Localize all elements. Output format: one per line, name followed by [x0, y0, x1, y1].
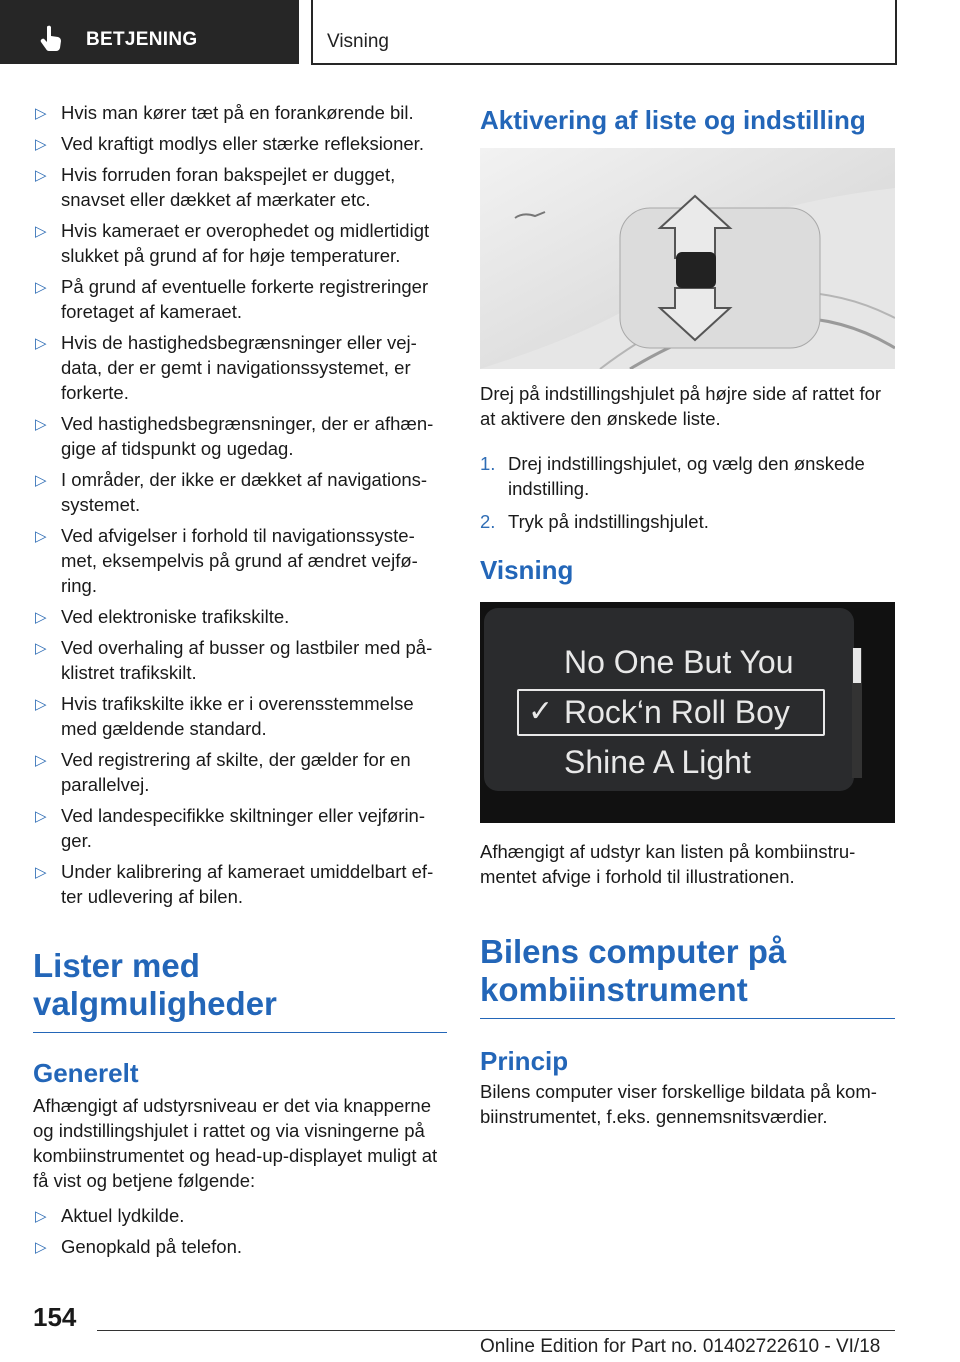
- list-item: [33, 467, 447, 517]
- pointing-hand-icon: [38, 24, 66, 52]
- list-item: [33, 604, 447, 629]
- list-item: [33, 1234, 447, 1259]
- list-item-text: Hvis man kører tæt på en forankørende bil.: [61, 102, 414, 123]
- right-column: [480, 104, 895, 1129]
- list-item: [33, 747, 447, 797]
- subtitle-princip: Princip: [480, 1046, 569, 1076]
- triangle-bullet-icon: ▷: [35, 752, 47, 769]
- list-item-text: Ved elektroniske trafikskilte.: [61, 606, 290, 627]
- list-item: [33, 162, 447, 212]
- step-number: 1.: [480, 453, 496, 474]
- step-text: Drej indstillingshjulet, og vælg den ønskede indstilling.: [508, 453, 865, 499]
- list-item-text: Under kalibrering af kameraet umiddelbart ef-ter udlevering af bilen.: [61, 861, 434, 907]
- list-item: [33, 859, 447, 909]
- section-rule-right: [480, 1018, 895, 1019]
- steering-wheel-image: [480, 148, 895, 369]
- list-item-text: Aktuel lydkilde.: [61, 1205, 185, 1226]
- list-item: [33, 1203, 447, 1228]
- step-text: Tryk på indstillingshjulet.: [508, 511, 709, 532]
- triangle-bullet-icon: ▷: [35, 609, 47, 626]
- activation-paragraph: Drej på indstillingshjulet på højre side af rattet for at aktivere den ønskede liste.: [480, 383, 882, 429]
- page-number: 154: [33, 1302, 77, 1332]
- triangle-bullet-icon: ▷: [35, 167, 47, 184]
- triangle-bullet-icon: ▷: [35, 864, 47, 881]
- header-page-title-box: [311, 0, 897, 65]
- step-item: [480, 509, 895, 534]
- triangle-bullet-icon: ▷: [35, 335, 47, 352]
- list-item-text: Hvis de hastighedsbegrænsninger eller vej-data, der er gemt i navigationssystemet, er forkerte.: [61, 332, 417, 403]
- triangle-bullet-icon: ▷: [35, 808, 47, 825]
- header-section-tab: [0, 0, 299, 64]
- list-item: [33, 330, 447, 405]
- display-item-1: No One But You: [564, 644, 794, 680]
- checkmark-icon: ✓: [528, 695, 554, 728]
- list-item: [33, 803, 447, 853]
- page-title: Visning: [327, 31, 389, 52]
- list-item: [33, 411, 447, 461]
- section-title-lists: Lister med valgmuligheder: [33, 947, 277, 1022]
- step-item: [480, 451, 895, 501]
- display-scroll-thumb: [853, 648, 861, 683]
- list-item-text: Hvis trafikskilte ikke er i overensstemmelse med gældende standard.: [61, 693, 414, 739]
- section-rule: [33, 1032, 447, 1033]
- list-item: [33, 218, 447, 268]
- display-image: [480, 602, 895, 823]
- footer-edition: Online Edition for Part no. 01402722610 - VI/18: [480, 1336, 881, 1357]
- triangle-bullet-icon: ▷: [35, 105, 47, 122]
- title-activation: Aktivering af liste og indstilling: [480, 105, 866, 135]
- princip-paragraph: Bilens computer viser forskellige bildata på kom-biinstrumentet, f.eks. gennemsnitsværdier.: [480, 1081, 877, 1127]
- list-item: [33, 691, 447, 741]
- triangle-bullet-icon: ▷: [35, 472, 47, 489]
- condition-list: [33, 100, 447, 909]
- feature-list: [33, 1203, 447, 1259]
- triangle-bullet-icon: ▷: [35, 696, 47, 713]
- list-item-text: Genopkald på telefon.: [61, 1236, 243, 1257]
- list-item-text: I områder, der ikke er dækket af navigations-systemet.: [61, 469, 428, 515]
- subtitle-generelt: Generelt: [33, 1058, 139, 1088]
- list-item-text: Hvis forruden foran bakspejlet er dugget, snavset eller dækket af mærkater etc.: [61, 164, 396, 210]
- list-item-text: På grund af eventuelle forkerte registreringer foretaget af kameraet.: [61, 276, 429, 322]
- display-paragraph: Afhængigt af udstyr kan listen på kombiinstru-mentet afvige i forhold til illustrationen.: [480, 841, 856, 887]
- triangle-bullet-icon: ▷: [35, 528, 47, 545]
- section-label: BETJENING: [86, 29, 198, 50]
- display-item-3: Shine A Light: [564, 744, 751, 780]
- triangle-bullet-icon: ▷: [35, 640, 47, 657]
- list-item: [33, 523, 447, 598]
- list-item: [33, 635, 447, 685]
- list-item-text: Hvis kameraet er overophedet og midlertidigt slukket på grund af for høje temperaturer.: [61, 220, 430, 266]
- list-item-text: Ved afvigelser i forhold til navigationssyste-met, eksempelvis på grund af ændret vejfø-ring.: [61, 525, 418, 596]
- step-number: 2.: [480, 511, 496, 532]
- triangle-bullet-icon: ▷: [35, 223, 47, 240]
- triangle-bullet-icon: ▷: [35, 1208, 47, 1225]
- list-item-text: Ved landespecifikke skiltninger eller vejførin-ger.: [61, 805, 426, 851]
- footer-rule: [97, 1330, 895, 1331]
- list-item-text: Ved registrering af skilte, der gælder for en parallelvej.: [61, 749, 411, 795]
- steps-list: [480, 451, 895, 534]
- display-item-2: Rock‘n Roll Boy: [564, 694, 790, 730]
- triangle-bullet-icon: ▷: [35, 136, 47, 153]
- list-item-text: Ved overhaling af busser og lastbiler med på-klistret trafikskilt.: [61, 637, 433, 683]
- triangle-bullet-icon: ▷: [35, 416, 47, 433]
- generelt-paragraph: Afhængigt af udstyrsniveau er det via knapperne og indstillingshjulet i rattet og via visningerne på kombiinstrumentet og head-up-displayet muligt at få vist og betjene følgende:: [33, 1095, 438, 1191]
- list-item-text: Ved kraftigt modlys eller stærke refleksioner.: [61, 133, 424, 154]
- title-visning: Visning: [480, 555, 574, 585]
- left-column: [33, 100, 447, 1265]
- list-item: [33, 100, 447, 125]
- list-item: [33, 274, 447, 324]
- list-item: [33, 131, 447, 156]
- section-title-computer: Bilens computer på kombiinstrument: [480, 933, 787, 1008]
- triangle-bullet-icon: ▷: [35, 279, 47, 296]
- list-item-text: Ved hastighedsbegrænsninger, der er afhæn-gige af tidspunkt og ugedag.: [61, 413, 434, 459]
- triangle-bullet-icon: ▷: [35, 1239, 47, 1256]
